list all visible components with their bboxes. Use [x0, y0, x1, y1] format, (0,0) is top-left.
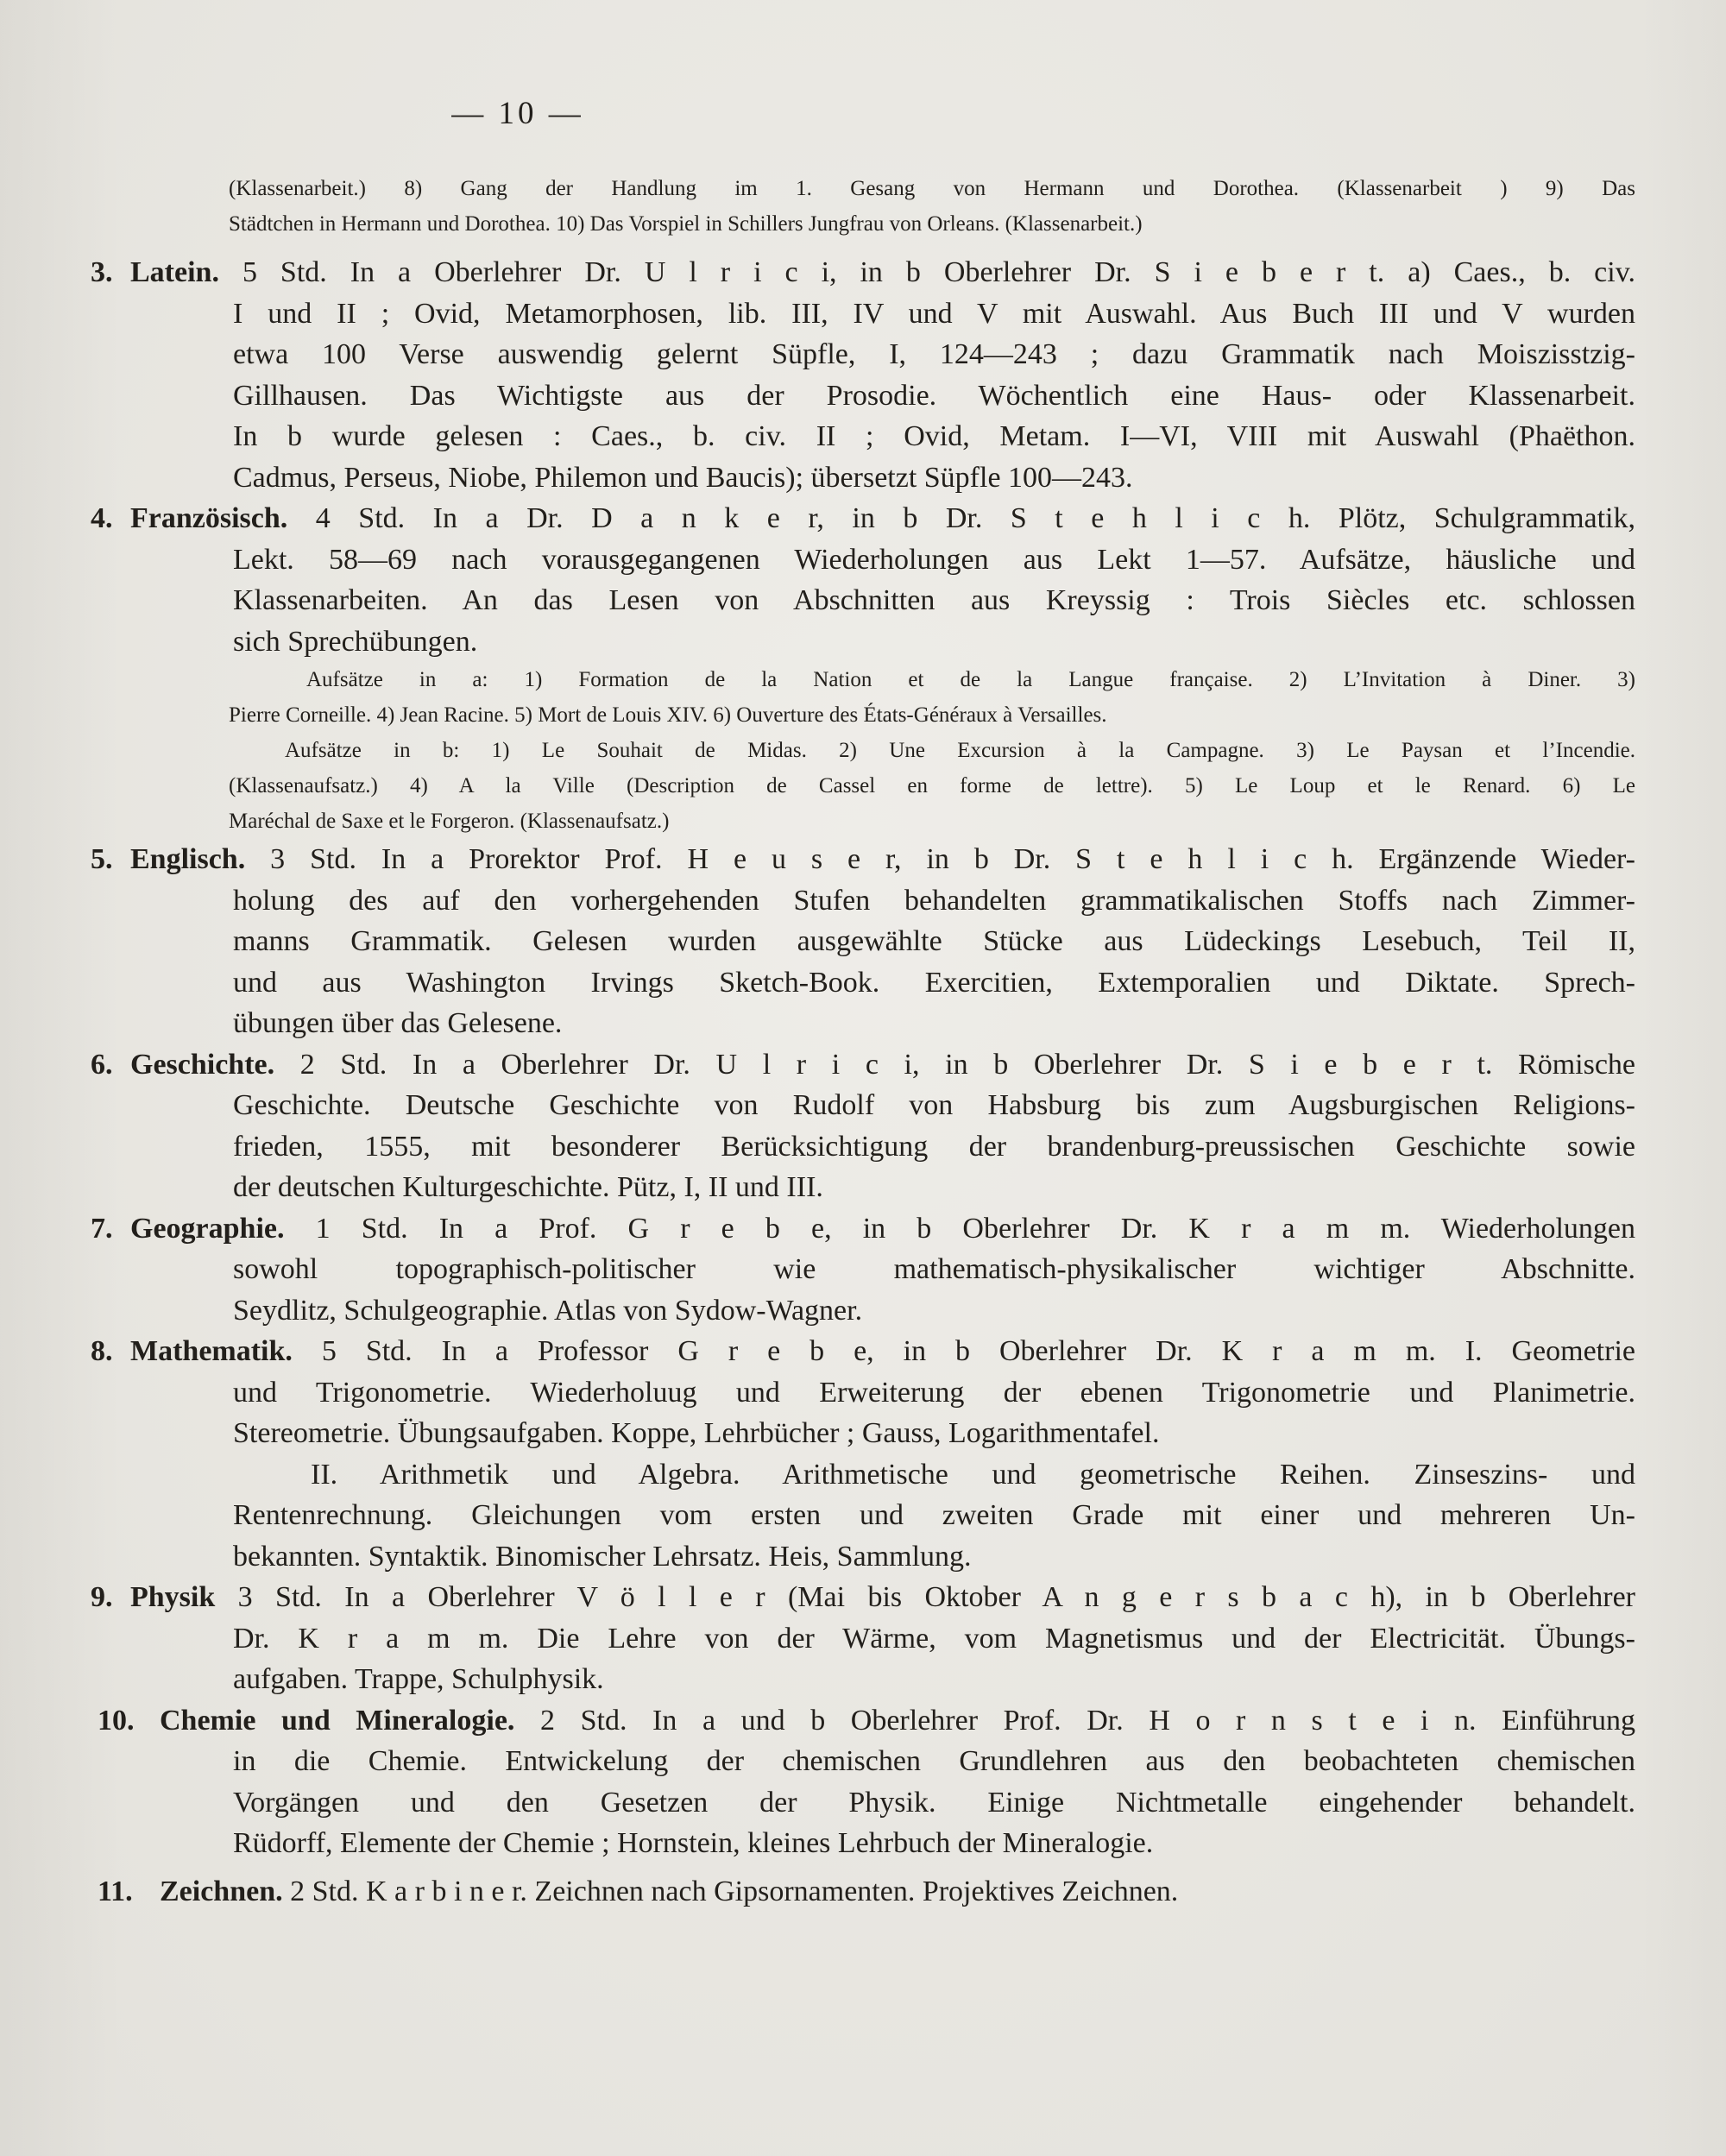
section-geographie — [91, 1208, 1635, 1332]
section-number: 7. — [91, 1212, 113, 1245]
section-title: Physik — [130, 1581, 216, 1613]
essays-b-line: (Klassenaufsatz.) 4) A la Ville (Description de Cassel en forme de lettre). 5) Le Loup et le Renard. 6) Le — [229, 774, 1635, 797]
text-line: II. Arithmetik und Algebra. Arithmetische und geometrische Reihen. Zinseszins- und — [311, 1458, 1635, 1491]
text-line: und Trigonometrie. Wiederholuug und Erweiterung der ebenen Trigonometrie und Planimetrie. — [233, 1376, 1635, 1409]
section-title: Zeichnen. — [160, 1875, 283, 1907]
text-line: Gillhausen. Das Wichtigste aus der Prosodie. Wöchentlich eine Haus- oder Klassenarbeit. — [233, 379, 1635, 412]
text-line: aufgaben. Trappe, Schulphysik. — [233, 1663, 604, 1695]
text-line: und aus Washington Irvings Sketch-Book. Exercitien, Extemporalien und Diktate. Sprech- — [233, 966, 1635, 999]
section-number: 5. — [91, 843, 113, 875]
section-heading-line — [91, 1871, 1635, 1913]
section-lead-text: 2 Std. In a Oberlehrer Dr. U l r i c i, in b Oberlehrer Dr. S i e b e r t. Römische — [299, 1048, 1636, 1081]
page-content — [91, 171, 1635, 1912]
text-line: der deutschen Kulturgeschichte. Pütz, I, II und III. — [233, 1171, 823, 1203]
section-title: Geographie. — [130, 1212, 285, 1245]
section-title: Englisch. — [130, 843, 246, 875]
page-number: — 10 — — [451, 96, 584, 131]
text-line: In b wurde gelesen : Caes., b. civ. II ; Ovid, Metam. I—VI, VIII mit Auswahl (Phaëthon. — [233, 420, 1635, 452]
essays-a-line: Aufsätze in a: 1) Formation de la Nation et de la Langue française. 2) L’Invitation à Diner. 3) — [306, 668, 1635, 691]
section-heading-line — [91, 1577, 1635, 1618]
section-franzoesisch — [91, 498, 1635, 839]
intro-paragraph — [91, 171, 1635, 242]
section-number: 4. — [91, 502, 113, 534]
section-lead-text: 2 Std. K a r b i n e r. Zeichnen nach Gipsornamenten. Projektives Zeichnen. — [290, 1875, 1179, 1907]
text-line: Rentenrechnung. Gleichungen vom ersten und zweiten Grade mit einer und mehreren Un- — [233, 1499, 1635, 1531]
section-mathematik — [91, 1331, 1635, 1577]
section-englisch — [91, 839, 1635, 1044]
text-line: manns Grammatik. Gelesen wurden ausgewählte Stücke aus Lüdeckings Lesebuch, Teil II, — [233, 925, 1635, 957]
text-line: in die Chemie. Entwickelung der chemischen Grundlehren aus den beobachteten chemischen — [233, 1745, 1635, 1777]
intro-line: (Klassenarbeit.) 8) Gang der Handlung im 1. Gesang von Hermann und Dorothea. (Klassenarbeit ) 9) Das — [229, 177, 1635, 200]
essays-b-line: Maréchal de Saxe et le Forgeron. (Klassenaufsatz.) — [229, 810, 670, 833]
section-lead-text: 4 Std. In a Dr. D a n k e r, in b Dr. S t e h l i c h. Plötz, Schulgrammatik, — [315, 502, 1636, 534]
text-line: Seydlitz, Schulgeographie. Atlas von Sydow-Wagner. — [233, 1294, 863, 1327]
section-zeichnen — [91, 1871, 1635, 1913]
section-number: 10. — [98, 1704, 135, 1737]
essays-b-line: Aufsätze in b: 1) Le Souhait de Midas. 2) Une Excursion à la Campagne. 3) Le Paysan et l’Incendie. — [285, 739, 1635, 762]
section-heading-line — [91, 498, 1635, 539]
text-line: Klassenarbeiten. An das Lesen von Abschnitten aus Kreyssig : Trois Siècles etc. schlossen — [233, 584, 1635, 616]
text-line: Lekt. 58—69 nach vorausgegangenen Wiederholungen aus Lekt 1—57. Aufsätze, häusliche und — [233, 543, 1635, 576]
intro-line: Städtchen in Hermann und Dorothea. 10) Das Vorspiel in Schillers Jungfrau von Orleans. (Klassenarbeit.) — [229, 212, 1143, 236]
section-title: Mathematik. — [130, 1335, 293, 1367]
section-heading-line — [91, 1700, 1635, 1742]
section-physik — [91, 1577, 1635, 1700]
text-line: sich Sprechübungen. — [233, 625, 478, 658]
text-line: übungen über das Gelesene. — [233, 1007, 563, 1039]
section-lead-text: 3 Std. In a Prorektor Prof. H e u s e r, in b Dr. S t e h l i c h. Ergänzende Wieder- — [270, 843, 1636, 875]
text-line: sowohl topographisch-politischer wie mathematisch-physikalischer wichtiger Abschnitte. — [233, 1253, 1635, 1285]
section-lead-text: 1 Std. In a Prof. G r e b e, in b Oberlehrer Dr. K r a m m. Wiederholungen — [315, 1212, 1635, 1245]
section-number: 6. — [91, 1048, 113, 1081]
text-line: Stereometrie. Übungsaufgaben. Koppe, Lehrbücher ; Gauss, Logarithmentafel. — [233, 1417, 1160, 1449]
section-heading-line — [91, 839, 1635, 880]
section-lead-text: 5 Std. In a Oberlehrer Dr. U l r i c i, in b Oberlehrer Dr. S i e b e r t. a) Caes., b. civ. — [242, 256, 1636, 288]
text-line: Cadmus, Perseus, Niobe, Philemon und Baucis); übersetzt Süpfle 100—243. — [233, 461, 1133, 494]
section-geschichte — [91, 1044, 1635, 1208]
section-number: 3. — [91, 256, 113, 288]
section-number: 11. — [98, 1875, 133, 1907]
text-line: Rüdorff, Elemente der Chemie ; Hornstein, kleines Lehrbuch der Mineralogie. — [233, 1827, 1154, 1859]
section-lead-text: 5 Std. In a Professor G r e b e, in b Oberlehrer Dr. K r a m m. I. Geometrie — [321, 1335, 1635, 1367]
section-heading-line — [91, 252, 1635, 293]
text-line: holung des auf den vorhergehenden Stufen behandelten grammatikalischen Stoffs nach Zimmer- — [233, 884, 1635, 917]
section-title: Französisch. — [130, 502, 288, 534]
section-title: Chemie und Mineralogie. — [160, 1704, 515, 1737]
text-line: Dr. K r a m m. Die Lehre von der Wärme, vom Magnetismus und der Electricität. Übungs- — [233, 1622, 1635, 1655]
section-title: Latein. — [130, 256, 219, 288]
section-title: Geschichte. — [130, 1048, 275, 1081]
text-line: etwa 100 Verse auswendig gelernt Süpfle, I, 124—243 ; dazu Grammatik nach Moiszisstzig- — [233, 338, 1635, 370]
section-number: 8. — [91, 1335, 113, 1367]
section-lead-text: 3 Std. In a Oberlehrer V ö l l e r (Mai bis Oktober A n g e r s b a c h), in b Oberlehrer — [237, 1581, 1635, 1613]
text-line: Vorgängen und den Gesetzen der Physik. Einige Nichtmetalle eingehender behandelt. — [233, 1786, 1635, 1819]
section-chemie-mineralogie — [91, 1700, 1635, 1864]
text-line: frieden, 1555, mit besonderer Berücksichtigung der brandenburg-preussischen Geschichte sowie — [233, 1130, 1635, 1163]
section-latein — [91, 252, 1635, 498]
section-number: 9. — [91, 1581, 113, 1613]
text-line: Geschichte. Deutsche Geschichte von Rudolf von Habsburg bis zum Augsburgischen Religions- — [233, 1089, 1635, 1121]
section-heading-line — [91, 1208, 1635, 1250]
section-heading-line — [91, 1331, 1635, 1372]
text-line: bekannten. Syntaktik. Binomischer Lehrsatz. Heis, Sammlung. — [233, 1540, 972, 1573]
text-line: I und II ; Ovid, Metamorphosen, lib. III, IV und V mit Auswahl. Aus Buch III und V wurden — [233, 297, 1635, 330]
essays-a-line: Pierre Corneille. 4) Jean Racine. 5) Mort de Louis XIV. 6) Ouverture des États-Généraux à Versailles. — [229, 703, 1107, 727]
section-lead-text: 2 Std. In a und b Oberlehrer Prof. Dr. H o r n s t e i n. Einführung — [540, 1704, 1636, 1737]
section-heading-line — [91, 1044, 1635, 1086]
